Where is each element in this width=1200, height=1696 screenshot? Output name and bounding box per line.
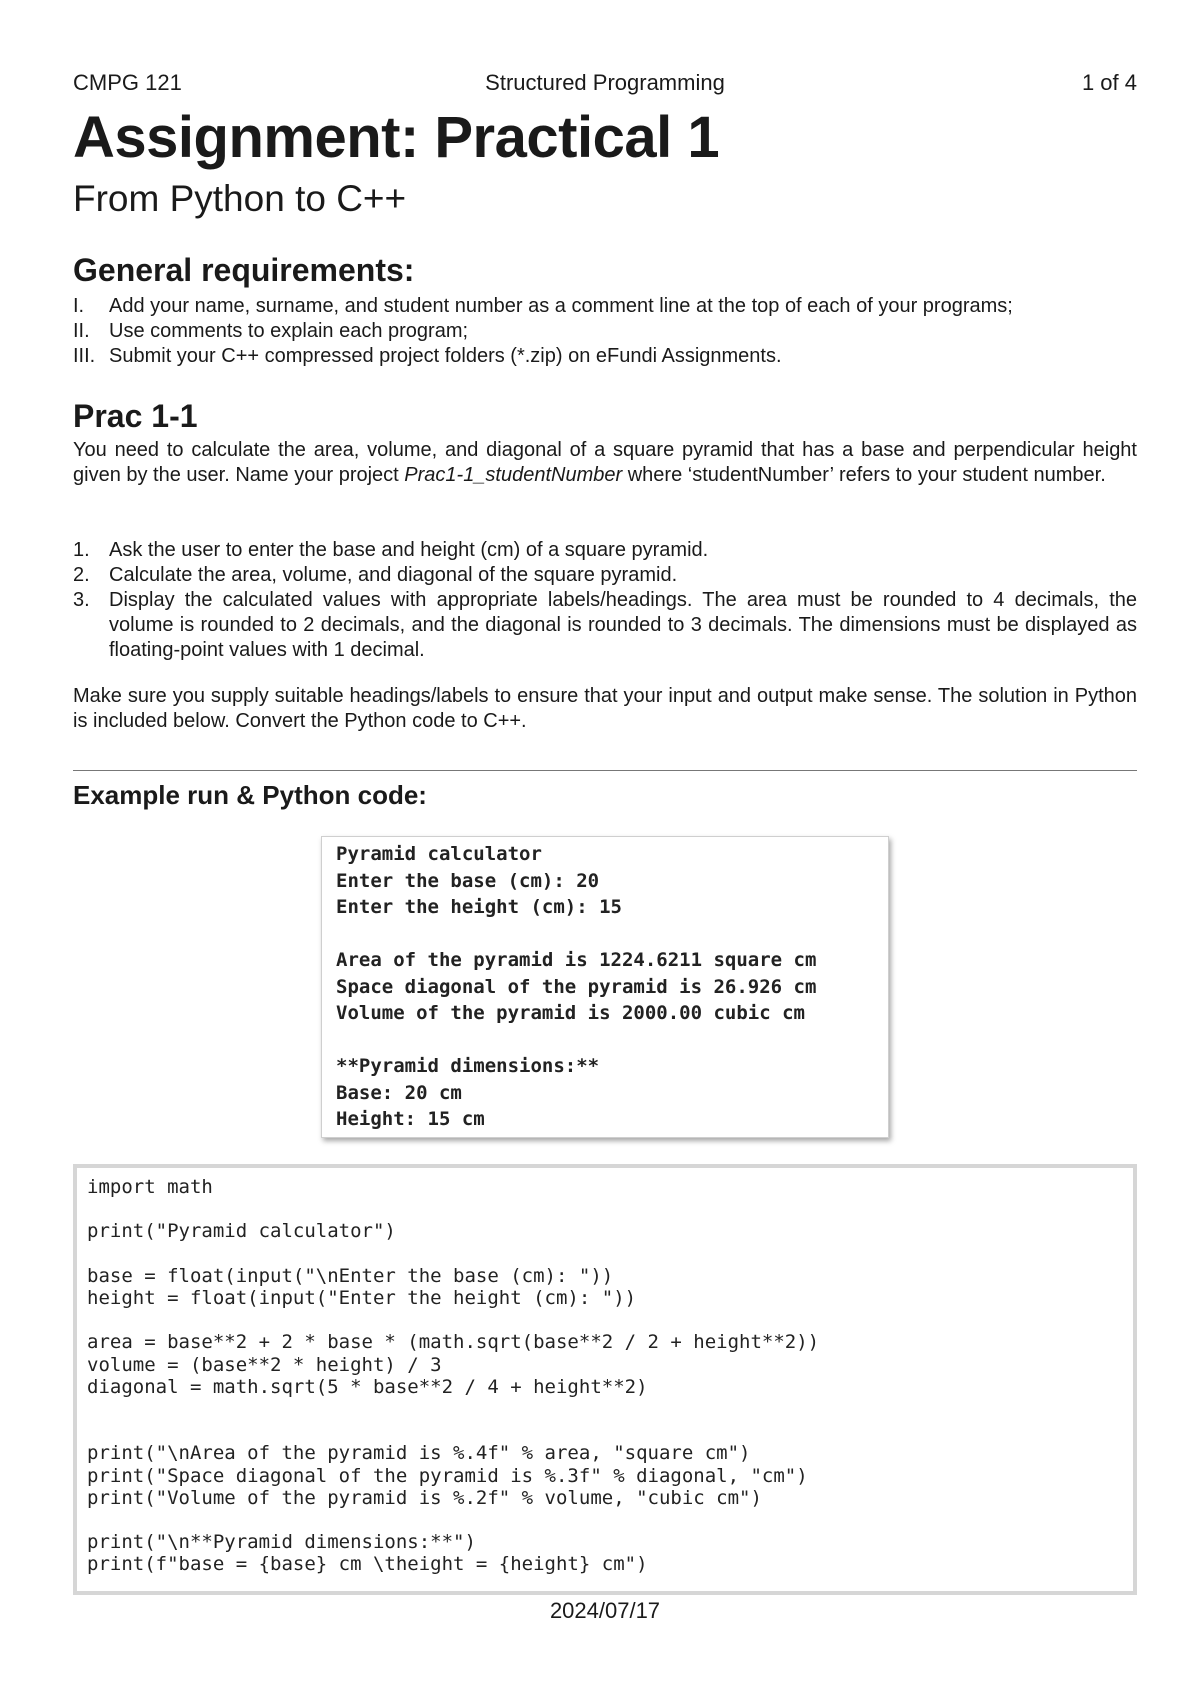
- general-requirements-list: [73, 294, 1137, 369]
- page-footer-date: 2024/07/17: [549, 1598, 661, 1623]
- list-item-text: Display the calculated values with appropriate labels/headings. The area must be rounded to 4 decimals, the volume is rounded to 2 decimals, and the diagonal is rounded to 3 decimals. The dimensions must be displayed as floating-point values with 1 decimal.: [109, 589, 1137, 661]
- list-marker: II.: [73, 320, 90, 342]
- course-subject: Structured Programming: [485, 70, 725, 95]
- prac-intro: [73, 438, 1137, 488]
- list-item-text: Add your name, surname, and student number as a comment line at the top of each of your programs;: [109, 295, 1013, 317]
- prac-closing-paragraph: Make sure you supply suitable headings/labels to ensure that your input and output make sense. The solution in Python is included below. Convert the Python code to C++.: [73, 685, 1137, 732]
- example-run-output: [321, 836, 889, 1138]
- list-marker: I.: [73, 295, 85, 317]
- list-item-text: Calculate the area, volume, and diagonal of the square pyramid.: [109, 564, 678, 586]
- list-item: [73, 319, 1137, 344]
- prac-heading: Prac 1-1: [73, 398, 198, 434]
- list-item: [73, 294, 1137, 319]
- section-divider: [73, 770, 1137, 771]
- list-item: [73, 538, 1137, 563]
- list-item: [73, 588, 1137, 663]
- prac-intro-text: You need to calculate the area, volume, and diagonal of a square pyramid that has a base and perpendicular height given by the user. Name your project: [73, 439, 1137, 486]
- page-title: Assignment: Practical 1: [73, 105, 720, 170]
- list-item-text: Ask the user to enter the base and height (cm) of a square pyramid.: [109, 539, 709, 561]
- list-marker: 3.: [73, 589, 90, 611]
- list-item-text: Submit your C++ compressed project folders (*.zip) on eFundi Assignments.: [109, 345, 782, 367]
- prac-intro-text-end: where ‘studentNumber’ refers to your student number.: [622, 464, 1106, 486]
- python-code-block: [73, 1164, 1137, 1595]
- list-marker: 2.: [73, 564, 90, 586]
- list-marker: III.: [73, 345, 96, 367]
- course-code: CMPG 121: [73, 70, 182, 95]
- prac-steps-list: [73, 538, 1137, 663]
- project-name: Prac1-1_studentNumber: [404, 464, 623, 486]
- page-subtitle: From Python to C++: [73, 178, 407, 219]
- terminal-output-text: Pyramid calculator Enter the base (cm): 20 Enter the height (cm): 15 Area of the pyramid is 1224.6211 square cm Space diagonal of the pyramid is 26.926 cm Volume of the pyramid is 2000.00 cubic cm **Pyramid dimensions:** Base: 20 cm Height: 15 cm: [336, 843, 817, 1130]
- list-item-text: Use comments to explain each program;: [109, 320, 469, 342]
- list-item: [73, 344, 1137, 369]
- page-header: [73, 70, 1137, 100]
- python-code-text: import math print("Pyramid calculator") base = float(input("\nEnter the base (cm): ")) height = float(input("Enter the height (cm): ")) area = base**2 + 2 * base * (math.sqrt(base**2 / 2 + height**2)) volume = (base**2 * height) / 3 diagonal = math.sqrt(5 * base**2 / 4 + height**2) print("\nArea of the pyramid is %.4f" % area, "square cm") print("Space diagonal of the pyramid is %.3f" % diagonal, "cm") print("Volume of the pyramid is %.2f" % volume, "cubic cm") print("\n**Pyramid dimensions:**") print(f"base = {base} cm \theight = {height} cm"): [87, 1176, 820, 1576]
- general-requirements-heading: General requirements:: [73, 252, 415, 288]
- list-marker: 1.: [73, 539, 90, 561]
- document-page: [73, 0, 1137, 1696]
- page-number: 1 of 4: [1081, 70, 1137, 95]
- list-item: [73, 563, 1137, 588]
- example-heading: Example run & Python code:: [73, 780, 427, 810]
